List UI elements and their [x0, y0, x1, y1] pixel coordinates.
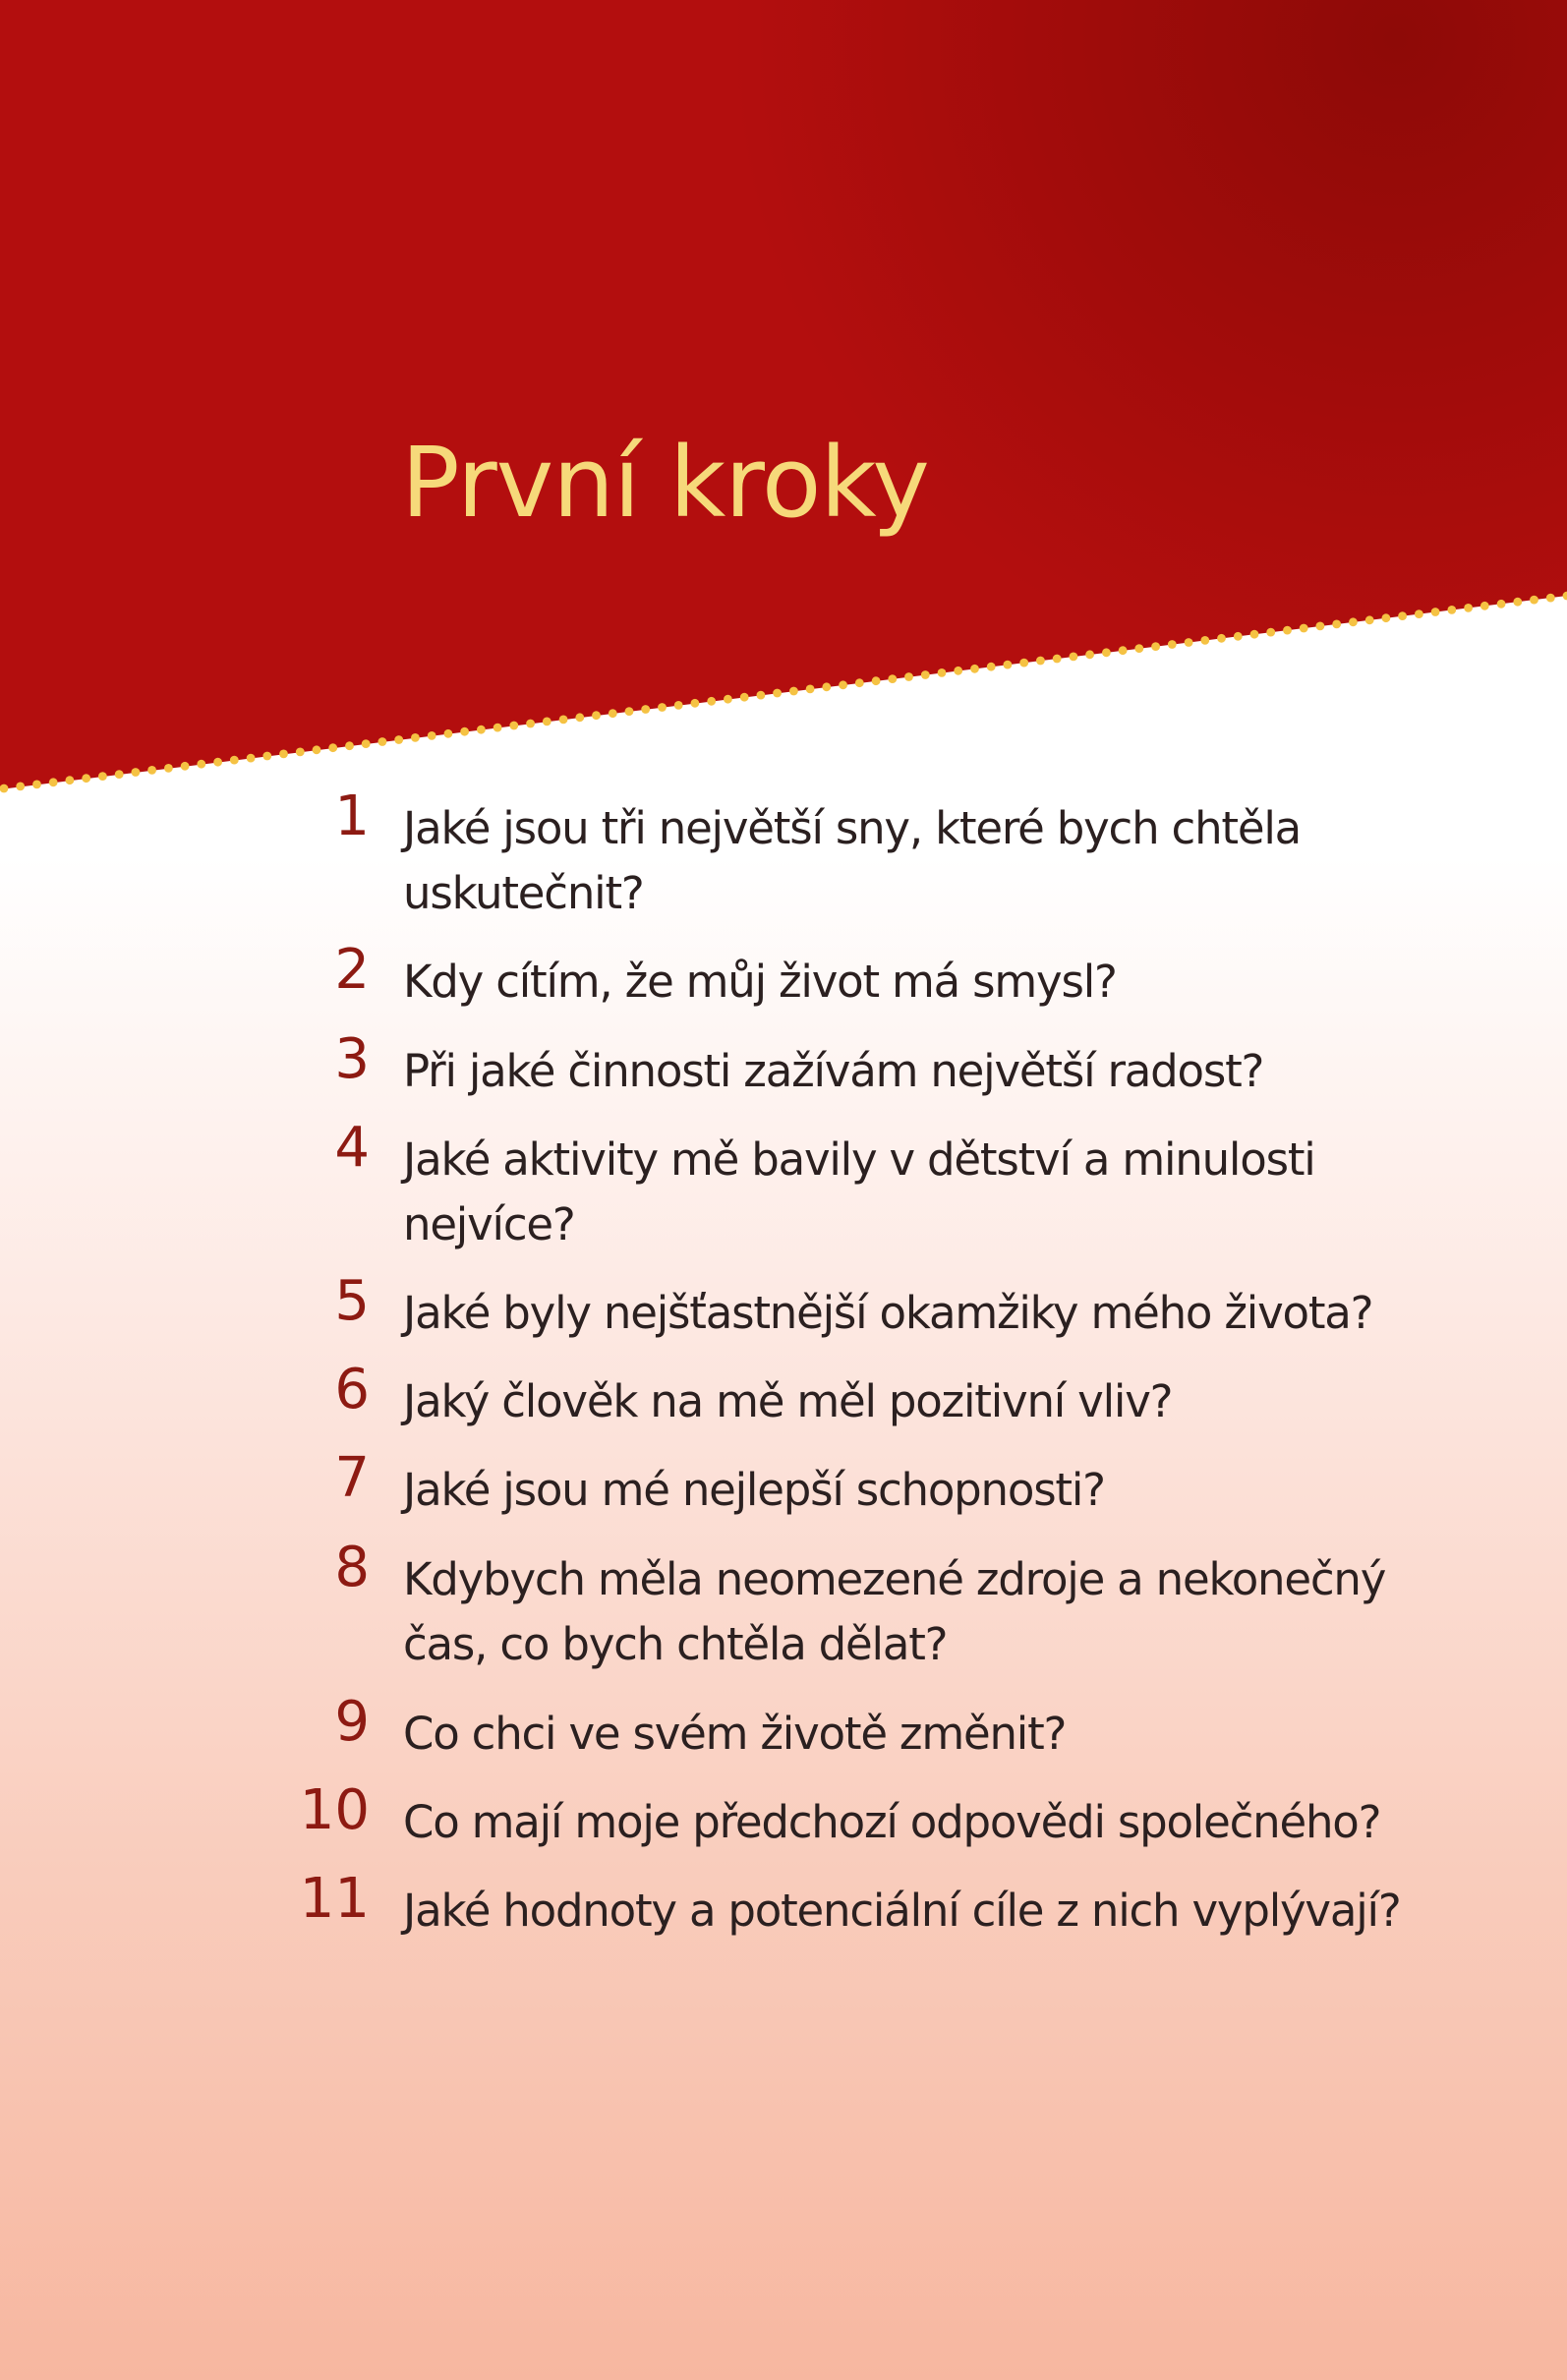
question-number: 6 — [334, 1358, 370, 1422]
question-number: 9 — [334, 1690, 370, 1754]
question-text: Jaké byly nejšťastnější okamžiky mého života? — [403, 1287, 1373, 1339]
question-text: Při jaké činnosti zažívám největší radost? — [403, 1045, 1264, 1097]
page-title: První kroky — [401, 427, 929, 540]
question-text: Co mají moje předchozí odpovědi společného? — [403, 1796, 1381, 1848]
question-number: 8 — [334, 1536, 370, 1599]
question-text: Co chci ve svém životě změnit? — [403, 1708, 1067, 1760]
question-number: 5 — [334, 1269, 370, 1333]
question-number: 11 — [299, 1867, 370, 1931]
question-text: Jaké jsou mé nejlepší schopnosti? — [403, 1464, 1105, 1516]
question-text: Kdy cítím, že můj život má smysl? — [403, 956, 1117, 1008]
question-text: Jaký člověk na mě měl pozitivní vliv? — [403, 1375, 1173, 1427]
question-text: Jaké jsou tři největší sny, které bych chtěla uskutečnit? — [403, 802, 1301, 919]
question-number: 2 — [334, 938, 370, 1002]
question-number: 7 — [334, 1446, 370, 1510]
question-text: Kdybych měla neomezené zdroje a nekonečný čas, co bych chtěla dělat? — [403, 1553, 1386, 1670]
question-text: Jaké hodnoty a potenciální cíle z nich vyplývají? — [403, 1885, 1401, 1937]
question-text: Jaké aktivity mě bavily v dětství a minulosti nejvíce? — [403, 1133, 1315, 1250]
question-number: 10 — [299, 1778, 370, 1842]
question-number: 4 — [334, 1116, 370, 1180]
question-number: 3 — [334, 1027, 370, 1091]
question-number: 1 — [334, 784, 370, 848]
